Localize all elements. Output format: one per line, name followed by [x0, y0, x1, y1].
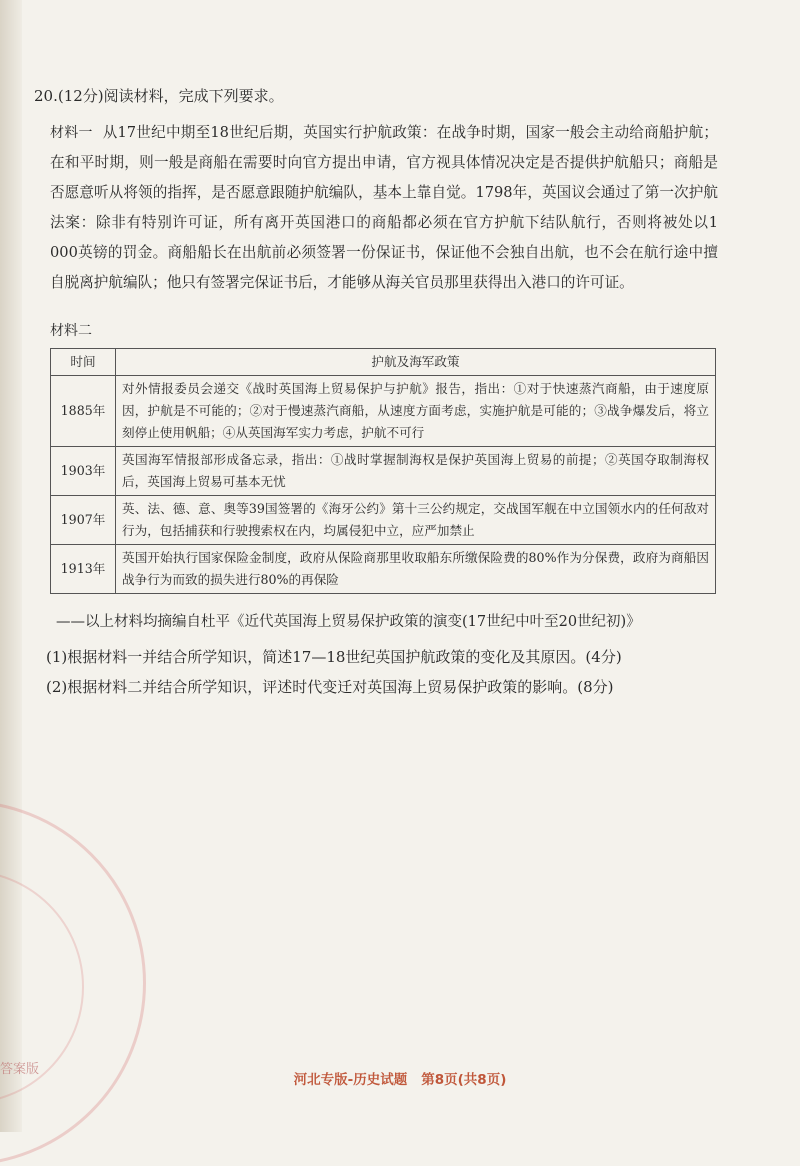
row-content: 对外情报委员会递交《战时英国海上贸易保护与护航》报告，指出：①对于快速蒸汽商船，由于速度原因，护航是不可能的；②对于慢速蒸汽商船，从速度方面考虑，实施护航是可能的；③战争爆发后，将立刻停止使用帆船；④从英国海军实力考虑，护航不可行 — [116, 376, 716, 447]
row-content: 英、法、德、意、奥等39国签署的《海牙公约》第十三公约规定，交战国军舰在中立国领水内的任何敌对行为，包括捕获和行驶搜索权在内，均属侵犯中立，应严加禁止 — [116, 496, 716, 545]
table-row — [51, 545, 716, 594]
watermark-text: 答案版 — [0, 1062, 40, 1077]
policy-table — [50, 348, 716, 594]
sub-question-2: (2)根据材料二并结合所学知识，评述时代变迁对英国海上贸易保护政策的影响。(8分) — [46, 678, 614, 696]
row-content: 英国海军情报部形成备忘录，指出：①战时掌握制海权是保护英国海上贸易的前提；②英国夺取制海权后，英国海上贸易可基本无忧 — [116, 447, 716, 496]
row-year: 1913年 — [51, 545, 116, 594]
footer-title: 河北专版-历史试题 — [293, 1072, 408, 1088]
material-one — [50, 118, 718, 298]
table-row — [51, 447, 716, 496]
table-row — [51, 496, 716, 545]
page-footer — [0, 1068, 800, 1088]
footer-page-number: 第8页(共8页) — [421, 1072, 507, 1088]
material-two-label: 材料二 — [50, 323, 92, 339]
row-year: 1903年 — [51, 447, 116, 496]
column-header-time: 时间 — [51, 349, 116, 376]
sub-questions — [46, 642, 746, 702]
table-row — [51, 376, 716, 447]
question-instruction: 阅读材料，完成下列要求。 — [103, 87, 284, 105]
material-one-text: 从17世纪中期至18世纪后期，英国实行护航政策：在战争时期，国家一般会主动给商船护航；在和平时期，则一般是商船在需要时向官方提出申请，官方视具体情况决定是否提供护航船只；商船是否愿意听从将领的指挥，是否愿意跟随护航编队，基本上靠自觉。1798年，英国议会通过了第一次护航法案：除非有特别许可证，所有离开英国港口的商船都必须在官方护航下结队航行，否则将被处以1 000英镑的罚金。商船船长在出航前必须签署一份保证书，保证他不会独自出航，也不会在航行途中擅自脱离护航编队；他只有签署完保证书后，才能够从海关官员那里获得出入港口的许可证。 — [50, 124, 718, 291]
row-content: 英国开始执行国家保险金制度，政府从保险商那里收取船东所缴保险费的80%作为分保费，政府为商船因战争行为而致的损失进行80%的再保险 — [116, 545, 716, 594]
row-year: 1907年 — [51, 496, 116, 545]
source-citation: ——以上材料均摘编自杜平《近代英国海上贸易保护政策的演变(17世纪中叶至20世纪初)》 — [56, 614, 641, 630]
question-points: (12分) — [57, 87, 104, 105]
table-header-row — [51, 349, 716, 376]
sub-question-1: (1)根据材料一并结合所学知识，简述17—18世纪英国护航政策的变化及其原因。(4分) — [46, 648, 622, 666]
question-number: 20. — [34, 87, 58, 105]
column-header-policy: 护航及海军政策 — [116, 349, 716, 376]
material-one-label: 材料一 — [50, 125, 93, 141]
row-year: 1885年 — [51, 376, 116, 447]
question-header — [34, 86, 734, 106]
